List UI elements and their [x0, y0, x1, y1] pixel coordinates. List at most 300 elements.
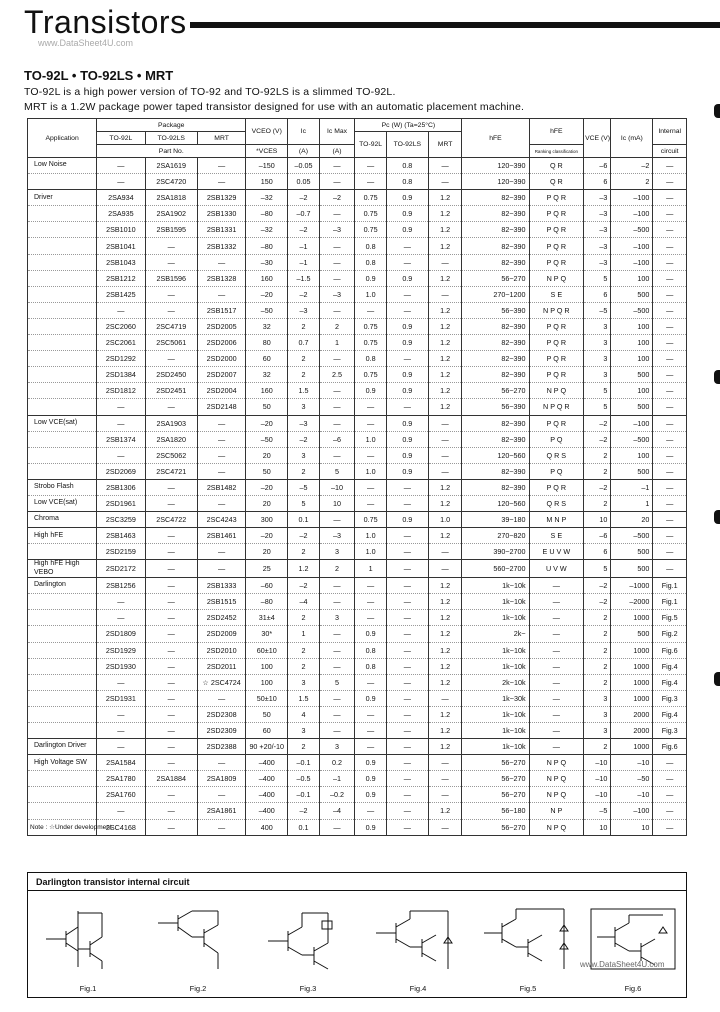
- cell-to92ls: —: [145, 495, 197, 511]
- cell-icmax: –0.2: [319, 787, 355, 803]
- cell-icmax: —: [319, 706, 355, 722]
- header-vceo: VCEO (V): [246, 119, 288, 145]
- cell-ic-ma: 500: [611, 367, 653, 383]
- cell-pc-to92ls: —: [386, 658, 428, 674]
- cell-pc-to92ls: —: [386, 803, 428, 819]
- cell-pc-to92l: 1.0: [355, 431, 386, 447]
- table-row: [28, 610, 687, 626]
- cell-pc-mrt: —: [428, 158, 462, 174]
- table-row: [28, 578, 687, 594]
- cell-hfe: 1k~10k: [462, 578, 529, 594]
- cell-ic: –5: [288, 479, 319, 495]
- cell-icmax: —: [319, 447, 355, 463]
- table-row: [28, 819, 687, 835]
- cell-hfe: 82~390: [462, 415, 529, 431]
- cell-pc-mrt: 1.2: [428, 270, 462, 286]
- cell-ic: –1: [288, 238, 319, 254]
- cell-ic-ma: –2000: [611, 594, 653, 610]
- cell-hfe-rank: —: [529, 642, 584, 658]
- cell-ic: 5: [288, 495, 319, 511]
- cell-ic: 2: [288, 367, 319, 383]
- cell-vce: –3: [584, 254, 611, 270]
- fig-6-diagram: [583, 903, 683, 993]
- cell-mrt: 2SD2010: [197, 642, 245, 658]
- cell-hfe-rank: P Q R: [529, 206, 584, 222]
- darlington-circuit-icon: [38, 903, 138, 975]
- cell-to92ls: —: [145, 528, 197, 544]
- cell-pc-to92l: —: [355, 594, 386, 610]
- table-row: [28, 222, 687, 238]
- table-row: [28, 658, 687, 674]
- cell-hfe: 560~2700: [462, 560, 529, 578]
- cell-ic: –1.5: [288, 270, 319, 286]
- table-row: [28, 286, 687, 302]
- cell-ic-ma: 500: [611, 463, 653, 479]
- cell-mrt: —: [197, 447, 245, 463]
- cell-icmax: —: [319, 415, 355, 431]
- cell-pc-mrt: 1.0: [428, 512, 462, 528]
- page-title: Transistors: [24, 4, 187, 40]
- cell-icmax: –6: [319, 431, 355, 447]
- cell-pc-mrt: —: [428, 819, 462, 835]
- cell-ic-ma: 100: [611, 383, 653, 399]
- table-row: [28, 674, 687, 690]
- header-hfe-rank-sub: Ranking classification: [529, 145, 584, 158]
- cell-pc-to92ls: 0.9: [386, 270, 428, 286]
- cell-to92ls: —: [145, 610, 197, 626]
- cell-ic-ma: 20: [611, 512, 653, 528]
- cell-ic-ma: 2000: [611, 706, 653, 722]
- cell-application: Darlington Driver: [28, 739, 97, 755]
- cell-circuit: —: [653, 286, 687, 302]
- cell-icmax: —: [319, 158, 355, 174]
- fig-4-diagram: [368, 903, 468, 993]
- cell-vce: 2: [584, 447, 611, 463]
- cell-mrt: 2SD2452: [197, 610, 245, 626]
- cell-pc-to92ls: 0.8: [386, 174, 428, 190]
- cell-pc-to92ls: —: [386, 254, 428, 270]
- cell-pc-mrt: 1.2: [428, 318, 462, 334]
- cell-ic-ma: –10: [611, 787, 653, 803]
- table-row: [28, 270, 687, 286]
- cell-pc-to92ls: —: [386, 578, 428, 594]
- cell-ic: 3: [288, 722, 319, 738]
- table-row: [28, 787, 687, 803]
- table-row: [28, 528, 687, 544]
- cell-hfe: 270~820: [462, 528, 529, 544]
- cell-vceo: –400: [246, 755, 288, 771]
- cell-pc-to92l: 0.9: [355, 270, 386, 286]
- cell-pc-to92ls: 0.9: [386, 335, 428, 351]
- cell-icmax: —: [319, 658, 355, 674]
- cell-icmax: —: [319, 722, 355, 738]
- cell-vce: –2: [584, 479, 611, 495]
- cell-icmax: —: [319, 399, 355, 415]
- darlington-circuit-icon: [368, 903, 468, 975]
- table-row: [28, 642, 687, 658]
- cell-pc-mrt: 1.2: [428, 610, 462, 626]
- cell-to92l: 2SB1463: [97, 528, 145, 544]
- cell-pc-mrt: —: [428, 771, 462, 787]
- cell-pc-to92ls: —: [386, 626, 428, 642]
- cell-circuit: Fig.4: [653, 674, 687, 690]
- cell-ic-ma: –50: [611, 771, 653, 787]
- cell-vceo: –50: [246, 431, 288, 447]
- cell-vceo: 160: [246, 270, 288, 286]
- watermark: www.DataSheet4U.com: [38, 38, 134, 48]
- cell-to92l: —: [97, 158, 145, 174]
- cell-pc-mrt: —: [428, 415, 462, 431]
- cell-pc-to92ls: —: [386, 706, 428, 722]
- cell-pc-to92l: 0.9: [355, 626, 386, 642]
- cell-vceo: –80: [246, 206, 288, 222]
- cell-vce: –2: [584, 431, 611, 447]
- cell-to92l: —: [97, 610, 145, 626]
- cell-application: Low VCE(sat): [28, 415, 97, 431]
- cell-pc-to92ls: —: [386, 819, 428, 835]
- cell-pc-to92ls: 0.9: [386, 512, 428, 528]
- cell-to92l: 2SB1374: [97, 431, 145, 447]
- cell-circuit: —: [653, 174, 687, 190]
- cell-pc-mrt: 1.2: [428, 528, 462, 544]
- cell-vce: 2: [584, 674, 611, 690]
- cell-circuit: —: [653, 318, 687, 334]
- cell-hfe-rank: P Q R: [529, 479, 584, 495]
- cell-vce: 2: [584, 739, 611, 755]
- cell-vceo: 20: [246, 447, 288, 463]
- cell-mrt: —: [197, 158, 245, 174]
- cell-to92l: 2SC4168: [97, 819, 145, 835]
- cell-to92l: —: [97, 174, 145, 190]
- cell-to92l: 2SB1256: [97, 578, 145, 594]
- cell-to92l: 2SD2069: [97, 463, 145, 479]
- cell-hfe: 270~1200: [462, 286, 529, 302]
- cell-circuit: —: [653, 415, 687, 431]
- cell-mrt: 2SD2004: [197, 383, 245, 399]
- cell-hfe: 1k~10k: [462, 594, 529, 610]
- cell-pc-to92l: 0.8: [355, 642, 386, 658]
- cell-icmax: —: [319, 238, 355, 254]
- cell-vce: –3: [584, 190, 611, 206]
- cell-circuit: Fig.1: [653, 578, 687, 594]
- cell-pc-to92l: 0.75: [355, 367, 386, 383]
- cell-icmax: 3: [319, 610, 355, 626]
- table-row: [28, 755, 687, 771]
- cell-vceo: 50: [246, 706, 288, 722]
- cell-ic-ma: –500: [611, 528, 653, 544]
- cell-vce: 6: [584, 544, 611, 560]
- cell-hfe: 56~270: [462, 771, 529, 787]
- cell-pc-to92ls: 0.9: [386, 190, 428, 206]
- cell-pc-to92ls: —: [386, 528, 428, 544]
- table-row: [28, 447, 687, 463]
- header-icmax: Ic Max: [319, 119, 355, 145]
- cell-pc-mrt: —: [428, 447, 462, 463]
- cell-ic: 0.7: [288, 335, 319, 351]
- cell-circuit: —: [653, 787, 687, 803]
- cell-circuit: Fig.4: [653, 706, 687, 722]
- fig-4-label: Fig.4: [409, 984, 427, 993]
- cell-application: [28, 238, 97, 254]
- cell-pc-to92ls: —: [386, 495, 428, 511]
- cell-mrt: 2SD2009: [197, 626, 245, 642]
- cell-icmax: —: [319, 512, 355, 528]
- cell-pc-mrt: 1.2: [428, 190, 462, 206]
- cell-mrt: 2SB1332: [197, 238, 245, 254]
- cell-pc-mrt: 1.2: [428, 302, 462, 318]
- cell-circuit: —: [653, 335, 687, 351]
- cell-hfe: 56~390: [462, 399, 529, 415]
- cell-pc-to92ls: 0.8: [386, 158, 428, 174]
- cell-hfe: 120~390: [462, 174, 529, 190]
- cell-ic: 3: [288, 674, 319, 690]
- table-row: [28, 722, 687, 738]
- cell-to92l: 2SD1384: [97, 367, 145, 383]
- cell-icmax: —: [319, 302, 355, 318]
- cell-hfe-rank: —: [529, 706, 584, 722]
- cell-pc-to92ls: —: [386, 544, 428, 560]
- cell-icmax: 2: [319, 318, 355, 334]
- cell-application: [28, 222, 97, 238]
- cell-pc-to92ls: —: [386, 560, 428, 578]
- cell-ic-ma: –100: [611, 190, 653, 206]
- cell-vceo: 90 +20/-10: [246, 739, 288, 755]
- cell-ic-ma: –500: [611, 431, 653, 447]
- fig-1-label: Fig.1: [79, 984, 97, 993]
- cell-circuit: Fig.3: [653, 690, 687, 706]
- header-pc-to92ls: TO-92LS: [386, 132, 428, 158]
- cell-ic: 1.5: [288, 690, 319, 706]
- table-row: [28, 206, 687, 222]
- cell-pc-to92l: —: [355, 739, 386, 755]
- cell-icmax: –3: [319, 286, 355, 302]
- cell-ic-ma: 500: [611, 399, 653, 415]
- cell-ic: 2: [288, 544, 319, 560]
- cell-hfe: 1k~10k: [462, 658, 529, 674]
- cell-pc-mrt: 1.2: [428, 578, 462, 594]
- cell-vce: 6: [584, 286, 611, 302]
- cell-ic-ma: –10: [611, 755, 653, 771]
- cell-to92ls: 2SC4722: [145, 512, 197, 528]
- cell-vceo: 32: [246, 318, 288, 334]
- cell-ic-ma: 100: [611, 318, 653, 334]
- cell-to92ls: —: [145, 286, 197, 302]
- cell-icmax: –10: [319, 479, 355, 495]
- cell-ic-ma: 1000: [611, 610, 653, 626]
- cell-hfe-rank: N P Q R: [529, 302, 584, 318]
- cell-ic: 1.5: [288, 383, 319, 399]
- cell-pc-mrt: 1.2: [428, 722, 462, 738]
- cell-application: [28, 318, 97, 334]
- cell-application: High Voltage SW: [28, 755, 97, 771]
- cell-circuit: Fig.3: [653, 722, 687, 738]
- cell-to92l: 2SA934: [97, 190, 145, 206]
- table-note: Note : ☆Under development: [30, 824, 112, 831]
- cell-icmax: —: [319, 819, 355, 835]
- intro-line-2: MRT is a 1.2W package power taped transistor designed for use with an automatic placement machine.: [24, 101, 525, 113]
- header-to92l: TO-92L: [97, 132, 145, 145]
- cell-mrt: 2SB1482: [197, 479, 245, 495]
- cell-hfe: 120~390: [462, 158, 529, 174]
- cell-ic: 0.1: [288, 512, 319, 528]
- cell-to92ls: —: [145, 254, 197, 270]
- cell-ic-ma: 10: [611, 819, 653, 835]
- cell-pc-to92l: —: [355, 415, 386, 431]
- cell-vce: 2: [584, 626, 611, 642]
- cell-vceo: –20: [246, 286, 288, 302]
- cell-hfe: 390~2700: [462, 544, 529, 560]
- cell-mrt: —: [197, 787, 245, 803]
- cell-mrt: 2SA1809: [197, 771, 245, 787]
- cell-ic-ma: 500: [611, 560, 653, 578]
- cell-to92ls: —: [145, 560, 197, 578]
- cell-ic-ma: –100: [611, 238, 653, 254]
- cell-mrt: 2SB1331: [197, 222, 245, 238]
- cell-ic-ma: 500: [611, 544, 653, 560]
- cell-ic: –0.1: [288, 787, 319, 803]
- cell-to92ls: —: [145, 674, 197, 690]
- cell-icmax: 0.2: [319, 755, 355, 771]
- cell-application: [28, 302, 97, 318]
- cell-circuit: —: [653, 479, 687, 495]
- cell-hfe-rank: M N P: [529, 512, 584, 528]
- cell-vceo: 30*: [246, 626, 288, 642]
- fig-1-diagram: [38, 903, 138, 993]
- cell-to92l: —: [97, 415, 145, 431]
- cell-vceo: –400: [246, 771, 288, 787]
- cell-pc-mrt: —: [428, 254, 462, 270]
- cell-mrt: —: [197, 560, 245, 578]
- table-row: [28, 690, 687, 706]
- cell-ic: –0.1: [288, 755, 319, 771]
- cell-pc-to92l: —: [355, 674, 386, 690]
- cell-ic-ma: 1: [611, 495, 653, 511]
- cell-to92ls: 2SD2451: [145, 383, 197, 399]
- cell-mrt: 2SB1328: [197, 270, 245, 286]
- cell-ic-ma: –2: [611, 158, 653, 174]
- cell-to92l: 2SB1212: [97, 270, 145, 286]
- cell-hfe-rank: —: [529, 626, 584, 642]
- cell-hfe: 82~390: [462, 190, 529, 206]
- cell-ic: –2: [288, 578, 319, 594]
- cell-circuit: —: [653, 544, 687, 560]
- cell-pc-mrt: —: [428, 286, 462, 302]
- cell-application: [28, 254, 97, 270]
- cell-hfe-rank: N P Q: [529, 383, 584, 399]
- cell-to92l: 2SD1929: [97, 642, 145, 658]
- cell-ic: 4: [288, 706, 319, 722]
- cell-ic: –0.05: [288, 158, 319, 174]
- cell-vceo: 60: [246, 351, 288, 367]
- header-pc-mrt: MRT: [428, 132, 462, 158]
- cell-hfe-rank: P Q R: [529, 415, 584, 431]
- header-icmax-unit: (A): [319, 145, 355, 158]
- cell-mrt: —: [197, 819, 245, 835]
- cell-pc-mrt: 1.2: [428, 658, 462, 674]
- cell-to92ls: —: [145, 544, 197, 560]
- cell-ic-ma: 1000: [611, 674, 653, 690]
- cell-icmax: 5: [319, 674, 355, 690]
- cell-to92ls: —: [145, 479, 197, 495]
- cell-vceo: 100: [246, 658, 288, 674]
- cell-to92l: 2SC2061: [97, 335, 145, 351]
- cell-icmax: —: [319, 594, 355, 610]
- cell-application: [28, 174, 97, 190]
- cell-pc-to92l: —: [355, 399, 386, 415]
- header-hfe-rank: hFE: [529, 119, 584, 145]
- cell-mrt: —: [197, 463, 245, 479]
- cell-pc-to92ls: —: [386, 238, 428, 254]
- cell-to92l: —: [97, 803, 145, 819]
- cell-hfe-rank: —: [529, 722, 584, 738]
- cell-hfe-rank: N P Q: [529, 270, 584, 286]
- cell-mrt: 2SD2308: [197, 706, 245, 722]
- cell-pc-mrt: —: [428, 174, 462, 190]
- header-vce: VCE (V): [584, 119, 611, 158]
- cell-ic: 0.05: [288, 174, 319, 190]
- cell-vceo: 160: [246, 383, 288, 399]
- cell-vce: –6: [584, 528, 611, 544]
- cell-pc-to92l: —: [355, 578, 386, 594]
- cell-application: [28, 626, 97, 642]
- cell-vceo: –400: [246, 803, 288, 819]
- table-row: [28, 463, 687, 479]
- circuit-panel-title: Darlington transistor internal circuit: [36, 877, 190, 887]
- cell-application: [28, 383, 97, 399]
- cell-vceo: 80: [246, 335, 288, 351]
- cell-ic: –1: [288, 254, 319, 270]
- edge-mark-1: [714, 104, 720, 118]
- cell-to92l: 2SD1809: [97, 626, 145, 642]
- cell-hfe-rank: Q R: [529, 158, 584, 174]
- title-rule: [190, 22, 720, 28]
- cell-hfe-rank: U V W: [529, 560, 584, 578]
- cell-vceo: –20: [246, 415, 288, 431]
- cell-ic-ma: –100: [611, 254, 653, 270]
- cell-ic: –0.7: [288, 206, 319, 222]
- cell-pc-mrt: 1.2: [428, 495, 462, 511]
- cell-ic: –3: [288, 415, 319, 431]
- cell-hfe-rank: N P Q: [529, 819, 584, 835]
- cell-hfe: 56~270: [462, 270, 529, 286]
- edge-mark-2: [714, 370, 720, 384]
- cell-hfe: 1k~10k: [462, 722, 529, 738]
- intro-line-1: TO-92L is a high power version of TO-92 and TO-92LS is a slimmed TO-92L.: [24, 86, 396, 98]
- cell-hfe: 56~390: [462, 302, 529, 318]
- cell-circuit: —: [653, 367, 687, 383]
- cell-pc-mrt: 1.2: [428, 642, 462, 658]
- cell-application: [28, 399, 97, 415]
- table-row: [28, 594, 687, 610]
- cell-pc-to92l: —: [355, 803, 386, 819]
- cell-pc-to92l: 1.0: [355, 463, 386, 479]
- cell-mrt: —: [197, 431, 245, 447]
- cell-pc-to92ls: —: [386, 674, 428, 690]
- cell-to92ls: —: [145, 642, 197, 658]
- cell-to92l: —: [97, 739, 145, 755]
- cell-hfe: 120~560: [462, 447, 529, 463]
- cell-circuit: —: [653, 560, 687, 578]
- cell-application: [28, 367, 97, 383]
- cell-hfe: 82~390: [462, 206, 529, 222]
- cell-pc-to92l: 0.8: [355, 254, 386, 270]
- table-row: [28, 706, 687, 722]
- table-row: [28, 626, 687, 642]
- cell-pc-to92ls: —: [386, 771, 428, 787]
- cell-application: Strobo Flash: [28, 479, 97, 495]
- cell-hfe-rank: S E: [529, 528, 584, 544]
- cell-pc-to92l: 0.75: [355, 335, 386, 351]
